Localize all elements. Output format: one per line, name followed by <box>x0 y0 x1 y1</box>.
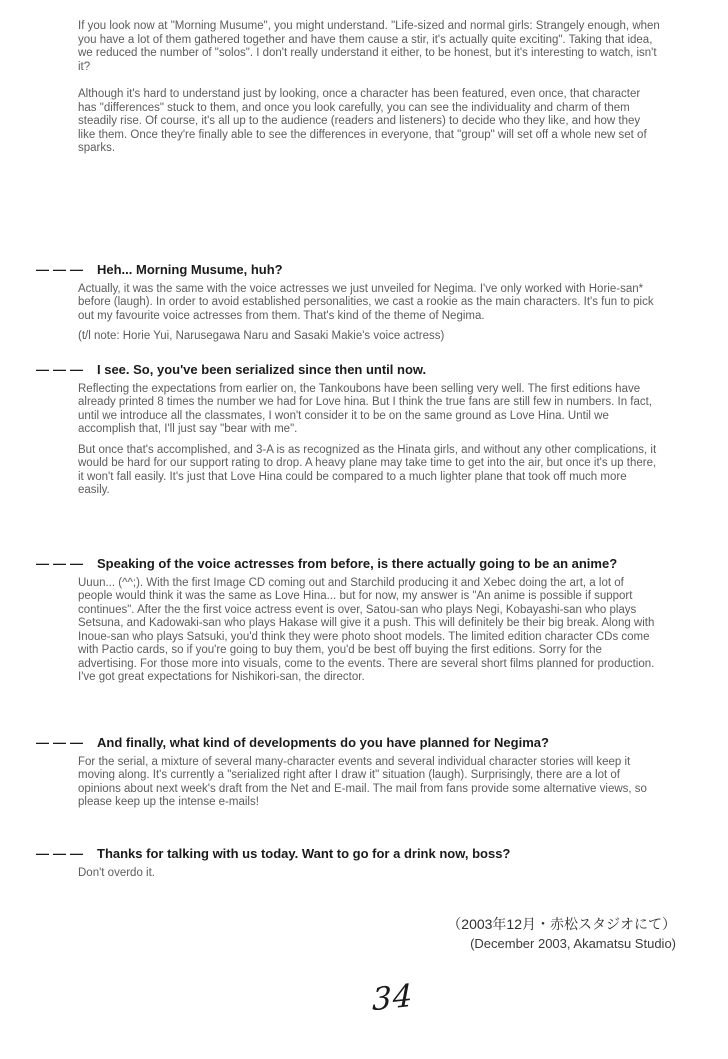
answer-paragraph: For the serial, a mixture of several many-character events and several individual character stories will keep it moving along. It's currently a "serialized right after I draw it" situation (laugh). Surprisingly, there are a lot of opinions about next week's draft from the Net and E-mail. The mail from fans provide some alternative views, so please keep up the intense e-mails! <box>78 755 647 808</box>
qa-section-closing <box>0 846 728 881</box>
qa-section-serialization <box>0 362 728 498</box>
interview-question <box>36 735 728 751</box>
interview-question <box>36 846 728 862</box>
page-number: 34 <box>372 977 414 1019</box>
qa-section-future-plans <box>0 735 728 810</box>
question-text: Heh... Morning Musume, huh? <box>97 261 283 277</box>
qa-section-morning-musume <box>0 262 728 344</box>
question-dash: ——— <box>36 555 87 571</box>
question-dash: ——— <box>36 845 87 861</box>
answer-paragraph: Actually, it was the same with the voice actresses we just unveiled for Negima. I've only worked with Horie-san* before (laugh). In order to avoid established personalities, we cast a rookie as the main characters. It's fun to pick out my favourite voice actresses from them. That's kind of the theme of Negima. <box>78 282 654 322</box>
answer-paragraph: Uuun... (^^;). With the first Image CD coming out and Starchild producing it and Xebec doing the art, a lot of people would think it was the same as Love Hina... but for now, my answer is "An anime is possible if support continues". After the the first voice actress event is over, Satou-san who plays Negi, Kobayashi-san who plays Setsuna, and Kadowaki-san who plays Hakase will give it a push. This will definitely be their big break. Along with Inoue-san who plays Satsuki, you'd think they were photo shoot models. The limited edition character CDs come with Pactio cards, so if you're going to buy them, you'd be best off buying the first editions. Sorry for the advertising. For those more into visuals, come to the events. There are several short films planned for production. I've got great expectations for Nishikori-san, the director. <box>78 576 655 683</box>
question-dash: ——— <box>36 734 87 750</box>
answer-paragraph: But once that's accomplished, and 3-A is as recognized as the Hinata girls, and without any other complications, it would be hard for our support rating to drop. A heavy plane may take time to get into the air, but once it's up there, it won't fall easily. It's just that Love Hina could be compared to a much lighter plane that took off much more easily. <box>78 443 657 496</box>
question-text: Thanks for talking with us today. Want to go for a drink now, boss? <box>97 845 511 861</box>
answer-paragraph: Don't overdo it. <box>78 866 155 879</box>
interview-question <box>36 556 728 572</box>
question-text: Speaking of the voice actresses from before, is there actually going to be an anime? <box>97 555 618 571</box>
qa-section-anime <box>0 556 728 685</box>
translator-note: (t/l note: Horie Yui, Narusegawa Naru and Sasaki Makie's voice actress) <box>78 330 445 342</box>
intro-block <box>0 20 728 156</box>
answer-paragraph: Reflecting the expectations from earlier on, the Tankoubons have been selling very well. The first editions have already printed 8 times the number we had for Love hina. But I think the true fans are still few in numbers. In fact, until we introduce all the classmates, I won't consider it to be on the same ground as Love Hina. Until we accomplish that, I'll just say "bear with me". <box>78 382 653 435</box>
interview-question <box>36 262 728 278</box>
question-dash: ——— <box>36 361 87 377</box>
date-location-japanese: （2003年12月・赤松スタジオにて） <box>447 916 676 932</box>
question-text: And finally, what kind of developments do you have planned for Negima? <box>97 734 549 750</box>
intro-paragraph: Although it's hard to understand just by looking, once a character has been featured, even once, that character has "differences" stuck to them, and once you look carefully, you can see the individuality and charm of them steadily rise. Of course, it's all up to the audience (readers and listeners) to decide who they like, and how they like them. Once they're finally able to see the differences in everyone, that "group" will set off a whole new set of sparks. <box>78 88 647 154</box>
date-location-english: (December 2003, Akamatsu Studio) <box>470 936 676 951</box>
intro-paragraph: If you look now at "Morning Musume", you might understand. "Life-sized and normal girls: Strangely enough, when you have a lot of them gathered together and have them cause a stir, it's actually quite exciting". Taking that idea, we reduced the number of "solos". I don't really understand it either, to be honest, but it's interesting to watch, isn't it? <box>78 20 660 73</box>
footer-block <box>0 916 728 952</box>
question-text: I see. So, you've been serialized since then until now. <box>97 361 427 377</box>
question-dash: ——— <box>36 261 87 277</box>
interview-question <box>36 362 728 378</box>
